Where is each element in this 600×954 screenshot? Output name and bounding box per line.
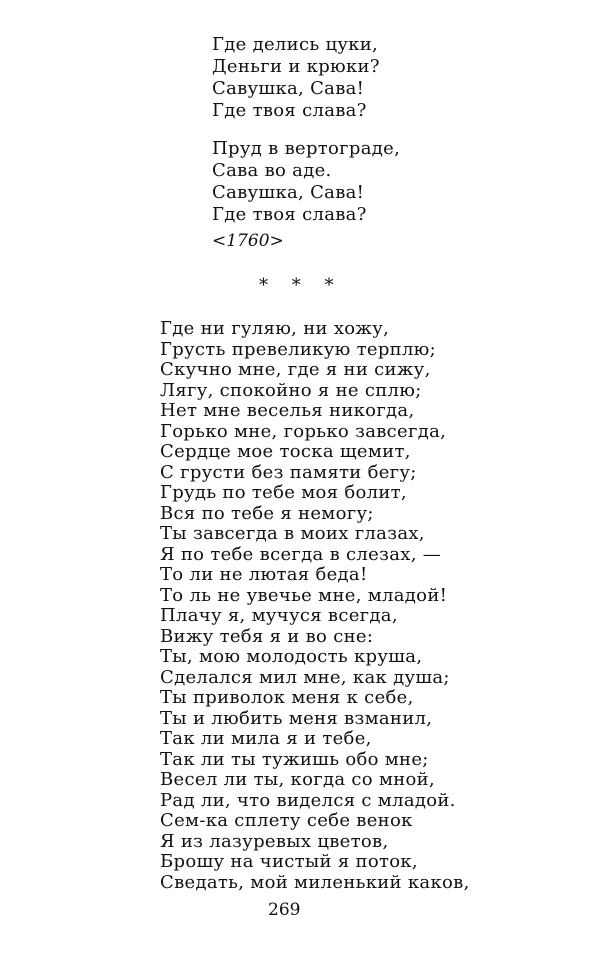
verse-line: Ты приволок меня к себе, <box>160 687 414 708</box>
section-separator: * * * <box>259 275 343 296</box>
verse-line: Савушка, Сава! <box>212 78 365 99</box>
verse-line: Ты, мою молодость круша, <box>160 646 423 667</box>
verse-line: Я по тебе всегда в слезах, — <box>160 543 442 565</box>
verse-line: Рад ли, что виделся с младой. <box>160 789 456 811</box>
poem-date: <1760> <box>212 231 284 251</box>
verse-line: Сердце мое тоска щемит, <box>160 441 411 462</box>
verse-line: Вижу тебя я и во сне: <box>160 625 374 647</box>
verse-line: Скучно мне, где я ни сижу, <box>160 359 431 380</box>
verse-line: То ль не увечье мне, младой! <box>160 584 448 606</box>
verse-line: Брошу на чистый я поток, <box>160 851 418 872</box>
verse-line: Сведать, мой миленький каков, <box>160 871 470 893</box>
verse-line: То ли не лютая беда! <box>160 564 368 585</box>
verse-line: Вся по тебе я немогу; <box>160 502 374 524</box>
verse-line: С грусти без памяти бегу; <box>160 461 417 483</box>
verse-line: Пруд в вертограде, <box>212 138 401 159</box>
verse-line: Савушка, Сава! <box>212 182 365 203</box>
verse-line: Где делись цуки, <box>212 34 379 55</box>
verse-line: Где ни гуляю, ни хожу, <box>160 318 390 339</box>
verse-line: Где твоя слава? <box>212 100 367 121</box>
verse-line: Сава во аде. <box>212 160 332 181</box>
verse-line: Плачу я, мучуся всегда, <box>160 605 398 626</box>
verse-line: Где твоя слава? <box>212 204 367 225</box>
verse-line: Ты и любить меня взманил, <box>160 707 433 729</box>
verse-line: Сем-ка сплету себе венок <box>160 810 413 831</box>
verse-line: Так ли мила я и тебе, <box>160 728 372 749</box>
verse-line: Грудь по тебе моя болит, <box>160 482 407 503</box>
page-number: 269 <box>268 900 301 920</box>
verse-line: Лягу, спокойно я не сплю; <box>160 379 422 401</box>
verse-line: Сделался мил мне, как душа; <box>160 666 450 688</box>
verse-line: Так ли ты тужишь обо мне; <box>160 748 429 770</box>
verse-line: Деньги и крюки? <box>212 56 380 77</box>
verse-line: Нет мне веселья никогда, <box>160 400 415 421</box>
verse-line: Весел ли ты, когда со мной, <box>160 769 435 790</box>
verse-line: Ты завсегда в моих глазах, <box>160 523 425 544</box>
verse-line: Горько мне, горько завсегда, <box>160 420 447 442</box>
verse-line: Я из лазуревых цветов, <box>160 830 389 852</box>
verse-line: Грусть превеликую терплю; <box>160 338 437 360</box>
